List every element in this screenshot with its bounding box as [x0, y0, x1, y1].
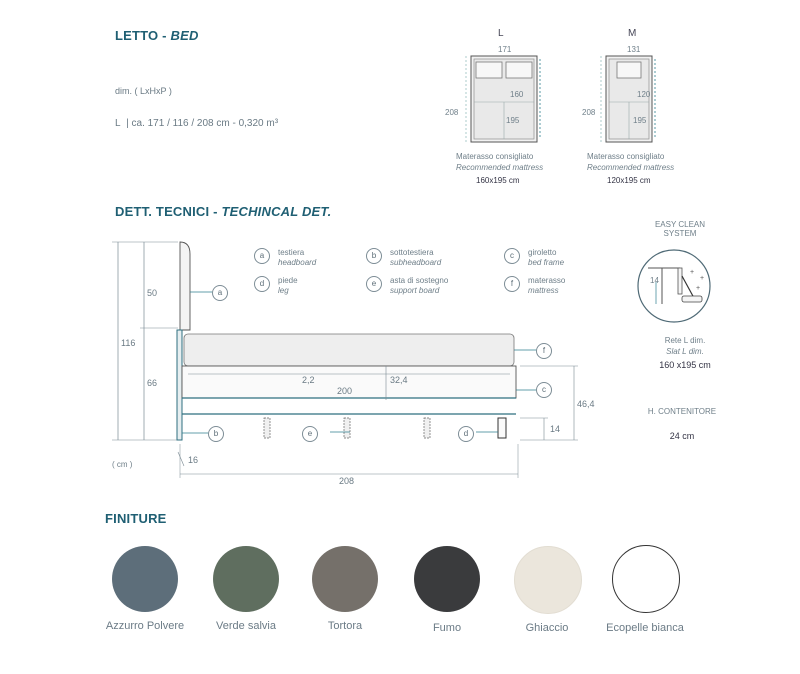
- plan-mattress-width: 120: [637, 90, 651, 99]
- container-height-label: H. CONTENITORE: [647, 407, 717, 416]
- legend-it: sottotestiera: [390, 248, 434, 257]
- swatch-label: Fumo: [432, 622, 462, 634]
- plan-width: 171: [498, 45, 512, 54]
- tech-title: DETT. TECNICI - TECHINCAL DET.: [115, 204, 332, 219]
- legend-it: materasso: [528, 276, 566, 285]
- legend-letter: f: [504, 276, 520, 292]
- plan-drawing-l: [440, 52, 580, 152]
- svg-text:+: +: [696, 285, 701, 292]
- bed-dimensions: L | ca. 171 / 116 / 208 cm - 0,320 m³: [115, 118, 279, 129]
- legend-it: testiera: [278, 248, 305, 257]
- callout-d: d: [458, 426, 474, 442]
- swatch-ghiaccio[interactable]: [514, 546, 582, 614]
- legend-en: bed frame: [528, 258, 565, 267]
- legend-it: giroletto: [528, 248, 557, 257]
- dimension-label: dim. ( LxHxP ): [115, 86, 172, 96]
- slat-info: Rete L dim. Slat L dim. 160 x195 cm: [659, 336, 711, 370]
- plan-mattress-length: 195: [633, 116, 647, 125]
- plan-view-m: [575, 28, 715, 193]
- dim-32-4: 32,4: [390, 375, 408, 385]
- plan-mattress-size: 160x195 cm: [476, 176, 520, 185]
- dim-116: 116: [121, 338, 136, 348]
- legend-letter: d: [254, 276, 270, 292]
- easy-clean-icon: [634, 246, 714, 326]
- plan-mattress-width: 160: [510, 90, 524, 99]
- easy-clean-title: EASY CLEAN SYSTEM: [654, 220, 706, 238]
- legend-en: mattress: [528, 286, 559, 295]
- plan-size: M: [628, 28, 637, 39]
- unit-label: ( cm ): [112, 460, 133, 469]
- dim-16: 16: [188, 455, 199, 465]
- legend-letter: e: [366, 276, 382, 292]
- legend-letter: a: [254, 248, 270, 264]
- legend-en: support board: [390, 286, 440, 295]
- svg-text:+: +: [700, 275, 705, 282]
- legend-letter: b: [366, 248, 382, 264]
- legend-it: asta di sostegno: [390, 276, 449, 285]
- plan-width: 131: [627, 45, 641, 54]
- plan-drawing-m: [575, 52, 715, 152]
- legend-letter: c: [504, 248, 520, 264]
- bed-title: LETTO - BED: [115, 28, 199, 43]
- swatch-ecopelle-bianca[interactable]: [612, 545, 680, 613]
- plan-caption-en: Recommended mattress: [456, 163, 544, 172]
- dim-14: 14: [550, 424, 561, 434]
- plan-caption-it: Materasso consigliato: [456, 152, 534, 161]
- swatch-azzurro-polvere[interactable]: [112, 546, 178, 612]
- legend-it: piede: [278, 276, 298, 285]
- plan-mattress-size: 120x195 cm: [607, 176, 651, 185]
- container-height-value: 24 cm: [669, 431, 695, 441]
- swatch-label: Ecopelle bianca: [606, 622, 684, 634]
- legend-en: leg: [278, 286, 289, 295]
- dim-50: 50: [147, 288, 158, 298]
- swatch-label: Verde salvia: [216, 620, 276, 632]
- dim-66: 66: [147, 378, 158, 388]
- dim-2-2: 2,2: [302, 375, 315, 385]
- swatch-label: Azzurro Polvere: [105, 620, 185, 632]
- plan-mattress-length: 195: [506, 116, 520, 125]
- plan-length: 208: [582, 108, 596, 117]
- callout-b: b: [208, 426, 224, 442]
- svg-text:+: +: [690, 269, 695, 276]
- swatch-label: Ghiaccio: [525, 622, 569, 634]
- swatch-label: Tortora: [327, 620, 363, 632]
- plan-caption-it: Materasso consigliato: [587, 152, 665, 161]
- plan-length: 208: [445, 108, 459, 117]
- callout-f: f: [536, 343, 552, 359]
- easy-clean-height: 14: [650, 276, 659, 285]
- finishes-title: FINITURE: [105, 511, 167, 526]
- callout-e: e: [302, 426, 318, 442]
- plan-size: L: [498, 28, 504, 39]
- dim-46-4: 46,4: [577, 399, 595, 409]
- swatch-fumo[interactable]: [414, 546, 480, 612]
- callout-a: a: [212, 285, 228, 301]
- dim-208: 208: [339, 476, 355, 486]
- dim-200: 200: [337, 386, 353, 396]
- swatch-verde-salvia[interactable]: [213, 546, 279, 612]
- plan-caption-en: Recommended mattress: [587, 163, 675, 172]
- swatch-tortora[interactable]: [312, 546, 378, 612]
- callout-c: c: [536, 382, 552, 398]
- plan-view-l: [440, 28, 580, 193]
- legend-en: subheadboard: [390, 258, 442, 267]
- parts-legend: [254, 246, 584, 302]
- legend-en: headboard: [278, 258, 317, 267]
